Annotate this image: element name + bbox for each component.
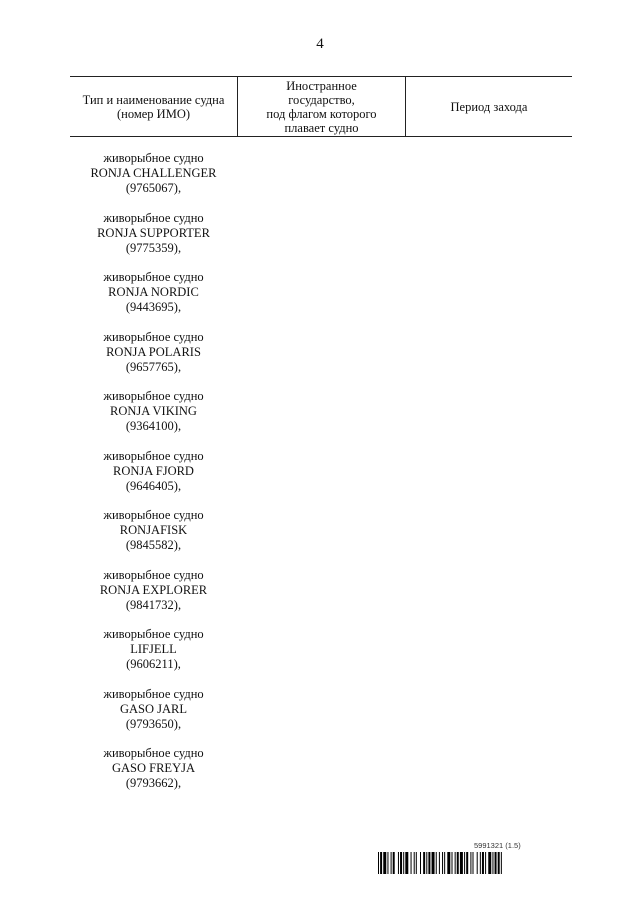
barcode-bar — [432, 852, 435, 874]
vessel-imo: (9657765), — [125, 359, 182, 374]
table-header — [70, 76, 572, 137]
barcode-bar — [414, 852, 415, 874]
vessel-name: RONJA SUPPORTER — [97, 225, 210, 240]
page-number: 4 — [316, 36, 324, 52]
vessel-entry — [70, 568, 237, 628]
vessel-imo: (9793650), — [125, 716, 182, 731]
vessel-imo: (9443695), — [125, 300, 182, 314]
barcode-number: 5991321 (1.5) — [474, 841, 521, 850]
vessel-type: живорыбное судно — [103, 448, 204, 463]
barcode-bar — [452, 852, 453, 874]
barcode-bar — [439, 852, 440, 874]
vessel-type: живорыбное судно — [103, 270, 204, 284]
barcode-bar — [495, 852, 497, 874]
barcode-bar — [455, 852, 456, 874]
barcode-bar — [466, 852, 468, 874]
barcode-bar — [480, 852, 481, 874]
header-flag-state: Иностранное государство, под флагом которого плавает судно — [238, 77, 406, 136]
vessel-entry — [70, 449, 237, 509]
barcode-bar — [501, 852, 502, 874]
barcode-bar — [387, 852, 388, 874]
vessel-name: RONJA VIKING — [110, 404, 197, 418]
vessel-imo: (9364100), — [125, 419, 182, 433]
barcode-bar — [498, 852, 500, 874]
barcode-bar — [477, 852, 478, 874]
barcode-image — [378, 852, 592, 874]
vessel-entry — [70, 687, 237, 747]
vessel-name: RONJA POLARIS — [106, 344, 201, 359]
barcode-bar — [470, 852, 471, 874]
vessel-name: RONJA FJORD — [113, 463, 194, 478]
barcode-bar — [482, 852, 484, 874]
vessel-name: RONJA EXPLORER — [99, 582, 208, 597]
barcode-bar — [398, 852, 399, 874]
barcode-bar — [423, 852, 425, 874]
barcode-bar — [426, 852, 427, 874]
vessel-entry — [70, 627, 237, 687]
barcode-bar — [444, 852, 445, 874]
barcode-bar — [436, 852, 437, 874]
vessel-type: живорыбное судно — [103, 567, 204, 582]
vessel-entry — [70, 211, 237, 271]
vessel-name: RONJAFISK — [119, 523, 188, 537]
vessel-list — [70, 151, 237, 806]
barcode-bar — [428, 852, 430, 874]
vessel-imo: (9765067), — [125, 181, 182, 195]
vessel-type: живорыбное судно — [103, 151, 204, 165]
barcode-bar — [460, 852, 463, 874]
vessel-entry — [70, 746, 237, 806]
vessel-name: RONJA CHALLENGER — [90, 166, 217, 180]
vessel-type: живорыбное судно — [103, 627, 204, 641]
vessel-imo: (9606211), — [126, 657, 181, 671]
barcode-bar — [400, 852, 402, 874]
barcode-bar — [492, 852, 493, 874]
vessel-name: GASO JARL — [119, 701, 188, 716]
barcode-bar — [442, 852, 443, 874]
barcode-bar — [416, 852, 417, 874]
vessel-name: LIFJELL — [130, 642, 177, 656]
barcode-bar — [378, 852, 379, 874]
vessel-imo: (9845582), — [125, 538, 182, 552]
vessel-name: GASO FREYJA — [111, 761, 195, 775]
vessel-type: живорыбное судно — [103, 686, 204, 701]
barcode-bar — [457, 852, 459, 874]
vessel-type: живорыбное судно — [103, 389, 204, 403]
barcode-bar — [420, 852, 421, 874]
vessel-entry — [70, 389, 237, 449]
vessel-type: живорыбное судно — [103, 210, 204, 225]
barcode-bar — [403, 852, 404, 874]
header-vessel-type-name: Тип и наименование судна (номер ИМО) — [70, 77, 238, 136]
header-entry-period: Период захода — [450, 99, 528, 114]
barcode-bar — [473, 852, 474, 874]
barcode-bar — [393, 852, 395, 874]
vessel-type: живорыбное судно — [103, 746, 204, 760]
vessel-imo: (9793662), — [125, 776, 182, 790]
barcode-bar — [380, 852, 382, 874]
vessel-name: RONJA NORDIC — [108, 285, 199, 299]
vessel-entry — [70, 270, 237, 330]
barcode-bar — [405, 852, 408, 874]
vessel-imo: (9775359), — [125, 240, 182, 255]
barcode-bar — [485, 852, 486, 874]
vessel-imo: (9841732), — [125, 597, 182, 612]
vessel-entry — [70, 508, 237, 568]
vessel-type: живорыбное судно — [103, 329, 204, 344]
vessel-entry — [70, 330, 237, 390]
vessel-imo: (9646405), — [125, 478, 182, 493]
barcode-bar — [391, 852, 392, 874]
barcode-bar — [411, 852, 412, 874]
barcode-bar — [383, 852, 386, 874]
vessel-type: живорыбное судно — [103, 508, 204, 522]
barcode-bar — [488, 852, 491, 874]
barcode-bar — [447, 852, 450, 874]
vessel-entry — [70, 151, 237, 211]
barcode-bar — [464, 852, 465, 874]
